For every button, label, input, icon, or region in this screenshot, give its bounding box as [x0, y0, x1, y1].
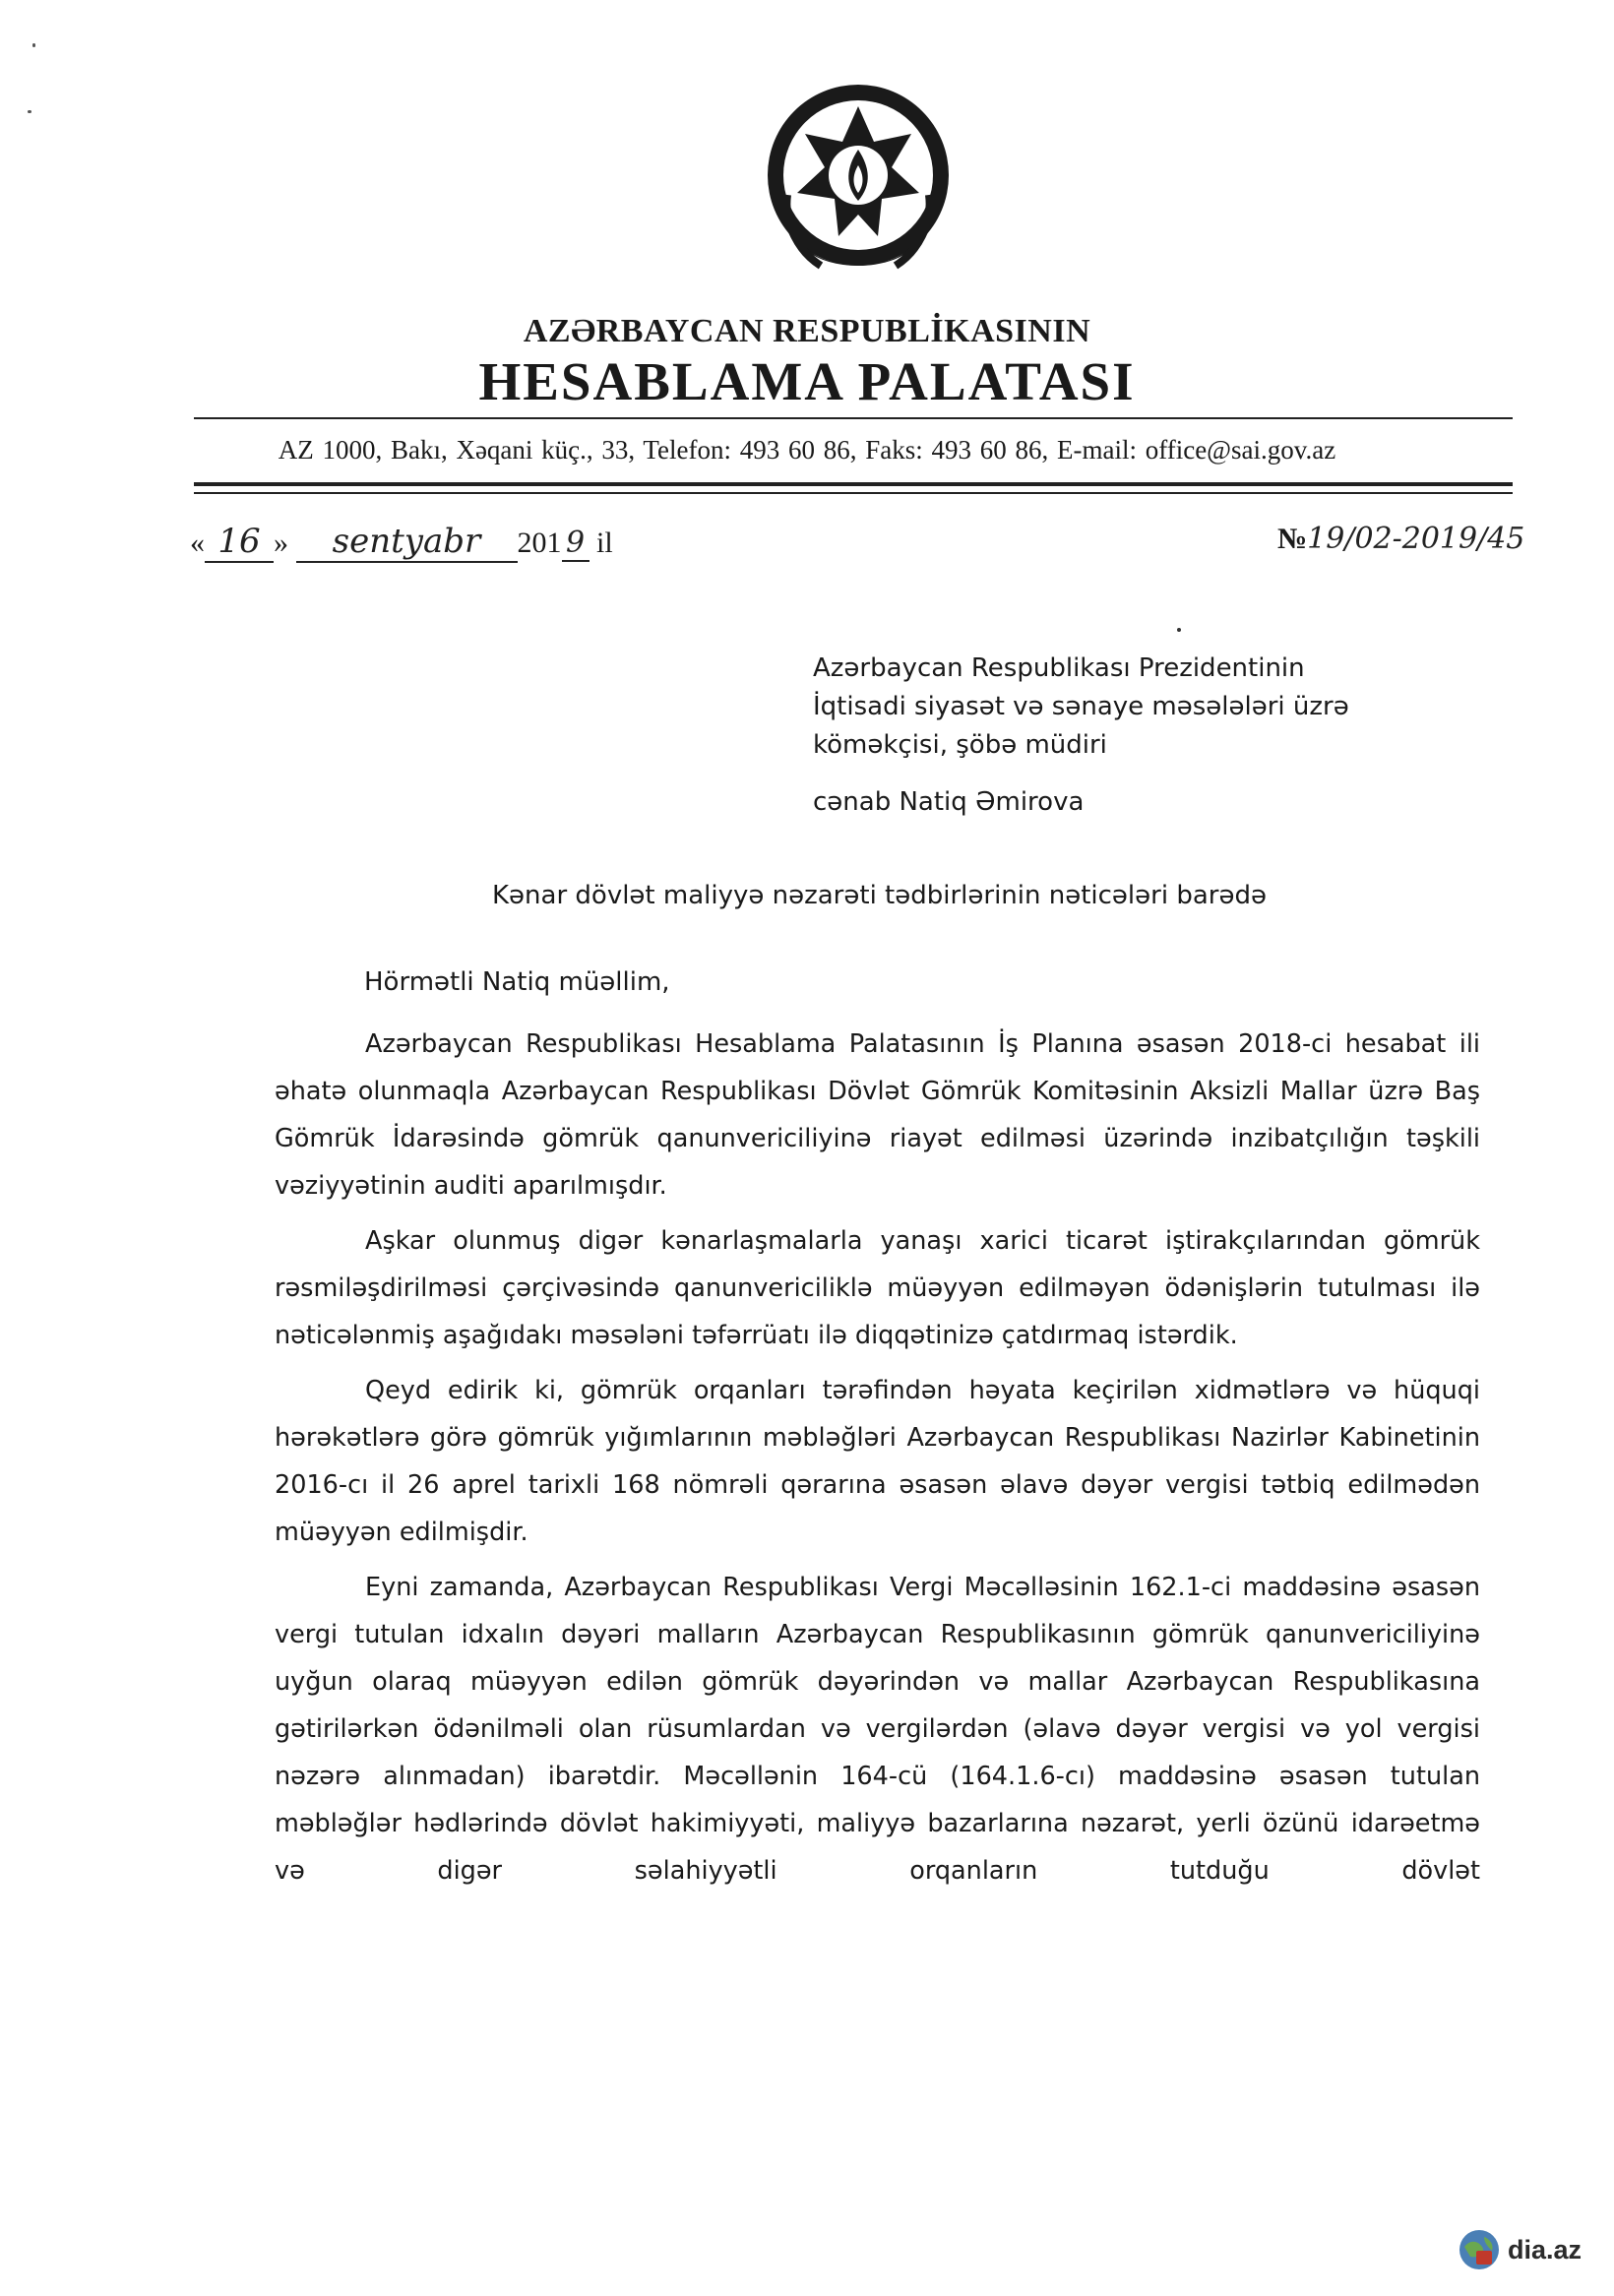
- scan-speck: [32, 43, 35, 47]
- state-emblem-icon: [760, 77, 957, 293]
- date-close-quote: »: [274, 527, 288, 559]
- header-divider: [194, 417, 1513, 419]
- header-divider: [194, 482, 1513, 486]
- document-number: [1277, 522, 1524, 556]
- watermark-text: dia.az: [1508, 2235, 1583, 2265]
- letter-body: [275, 1021, 1480, 1902]
- contact-address: AZ 1000, Bakı, Xəqani küç., 33, Telefon: 493 60 86, Faks: 493 60 86, E-mail: office@sai.gov.az: [278, 435, 1336, 465]
- globe-icon: [1457, 2227, 1502, 2272]
- recipient-name: cənab Natiq Əmirova: [813, 787, 1085, 817]
- salutation: Hörmətli Natiq müəllim,: [364, 967, 670, 997]
- date-day: 16: [205, 522, 274, 563]
- scan-speck: [1177, 628, 1181, 632]
- letter-subject: Kənar dövlət maliyyə nəzarəti tədbirlərinin nəticələri barədə: [492, 881, 1267, 910]
- body-paragraph: Eyni zamanda, Azərbaycan Respublikası Vergi Məcəlləsinin 162.1-ci maddəsinə əsasən vergi tutulan idxalın dəyəri malların Azərbaycan Respublikasının gömrük qanunvericiliyinə uyğun olaraq müəyyən edilən gömrük dəyərindən və mallar Azərbaycan Respublikasına gətirilərkən ödənilməli olan rüsumlardan və vergilərdən (əlavə dəyər vergisi və yol vergisi nəzərə alınmadan) ibarətdir. Məcəllənin 164-cü (164.1.6-cı) maddəsinə əsasən tutulan məbləğlər hədlərində dövlət hakimiyyəti, maliyyə bazarlarına nəzarət, yerli özünü idarəetmə və digər səlahiyyətli orqanların tutduğu dövlət: [275, 1573, 1480, 1886]
- date-year-suffix: il: [596, 527, 613, 559]
- organization-name-line1: AZƏRBAYCAN RESPUBLİKASININ: [523, 313, 1091, 349]
- recipient-line: Azərbaycan Respublikası Prezidentinin: [813, 653, 1305, 683]
- recipient-line: İqtisadi siyasət və sənaye məsələləri üzrə: [813, 692, 1349, 721]
- number-label: №: [1277, 523, 1308, 555]
- body-paragraph: Azərbaycan Respublikası Hesablama Palatasının İş Planına əsasən 2018-ci hesabat ili əhatə olunmaqla Azərbaycan Respublikası Dövlət Gömrük Komitəsinin Aksizli Mallar üzrə Baş Gömrük İdarəsində gömrük qanunvericiliyinə riayət edilməsi üzərində inzibatçılığın təşkili vəziyyətinin auditi aparılmışdır.: [275, 1029, 1480, 1201]
- body-paragraph: Aşkar olunmuş digər kənarlaşmalarla yanaşı xarici ticarət iştirakçılarından gömrük rəsmiləşdirilməsi çərçivəsində qanunvericiliklə müəyyən edilməyən ödənişlərin tutulması ilə nəticələnmiş aşağıdakı məsələni təfərrüatı ilə diqqətinizə çatdırmaq istərdik.: [275, 1226, 1480, 1350]
- date-year-digit: 9: [562, 526, 590, 562]
- scan-speck: [28, 110, 31, 113]
- date-month: sentyabr: [296, 522, 518, 563]
- body-paragraph: Qeyd edirik ki, gömrük orqanları tərəfindən həyata keçirilən xidmətlərə və hüquqi hərəkətlərə görə gömrük yığımlarının məbləğləri Azərbaycan Respublikası Nazirlər Kabinetinin 2016-cı il 26 aprel tarixli 168 nömrəli qərarına əsasən əlavə dəyər vergisi tətbiq edilmədən müəyyən edilmişdir.: [275, 1376, 1480, 1547]
- header-divider: [194, 492, 1513, 494]
- number-value: 19/02-2019/45: [1307, 522, 1525, 556]
- organization-name-line2: HESABLAMA PALATASI: [478, 351, 1136, 411]
- recipient-block: [813, 650, 1349, 765]
- date-open-quote: «: [190, 527, 205, 559]
- date-year-prefix: 201: [517, 527, 562, 559]
- recipient-line: köməkçisi, şöbə müdiri: [813, 730, 1107, 760]
- watermark-logo: [1457, 2227, 1582, 2272]
- document-date: [190, 522, 613, 563]
